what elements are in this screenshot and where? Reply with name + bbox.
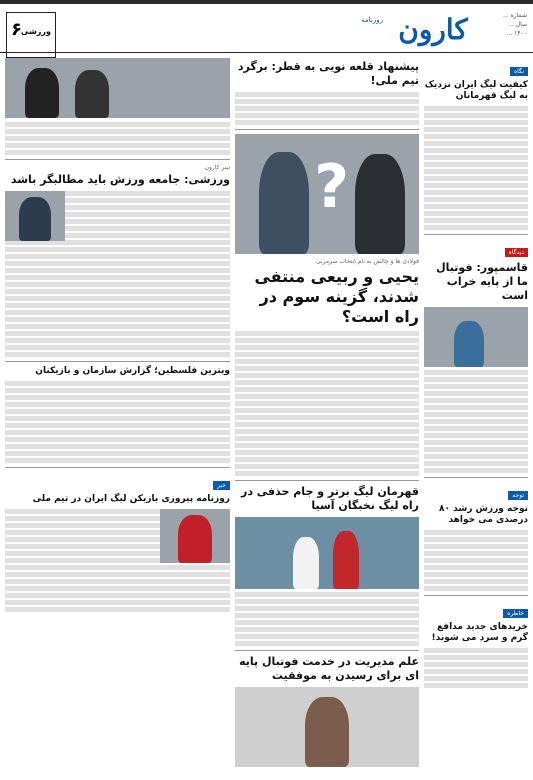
story-headline[interactable]: ورزشی: جامعه ورزش باید مطالبگر باشد xyxy=(10,173,230,186)
story-kicker: فولادی ها و چالش به نام انتخاب سرمربی xyxy=(315,258,419,265)
newspaper-logo-sub: روزنامه xyxy=(361,16,383,24)
left-column xyxy=(5,58,230,778)
story-body xyxy=(424,106,528,230)
story-body xyxy=(424,370,528,473)
player-photo xyxy=(160,509,230,563)
lead-headline[interactable]: یحیی و ربیعی منتفی شدند، گزینه سوم در راه است؟ xyxy=(254,267,419,326)
masthead xyxy=(0,6,533,50)
header-divider xyxy=(0,52,533,53)
middle-column xyxy=(235,58,419,778)
story-body xyxy=(424,648,528,688)
section-title: ورزشی xyxy=(20,27,51,36)
story-headline[interactable]: روزنامه پیروزی بازیکن لیگ ایران در تیم ملی xyxy=(32,494,230,504)
speaker-photo xyxy=(5,191,65,241)
stadium-photo xyxy=(424,307,528,367)
section-tag: نگاه xyxy=(510,67,528,76)
story-headline[interactable]: توجه ورزش رشد ۸۰ درصدی می خواهد xyxy=(439,504,528,525)
section-tag: دیدگاه xyxy=(505,248,528,257)
section-tag: خاطره xyxy=(503,609,528,618)
story-headline[interactable]: کیفیت لیگ ایران نزدیک به لیگ قهرمانان xyxy=(424,80,528,101)
story-body xyxy=(424,530,528,591)
issue-meta xyxy=(493,12,527,39)
section-tag: توجه xyxy=(508,491,528,500)
issue-line-2: سال ... xyxy=(508,21,527,28)
story-headline[interactable]: پیشنهاد قلعه نویی به قطر: برگرد تیم ملی! xyxy=(237,60,419,87)
coaches-top-photo xyxy=(5,58,230,118)
story-headline[interactable]: خریدهای جدید مدافع گرم و سرد می شوند! xyxy=(431,622,528,643)
issue-line-3: ۱۴۰۰ ... xyxy=(506,30,527,37)
issue-line-1: شماره ... xyxy=(503,12,527,19)
story-body xyxy=(235,592,419,646)
section-tag: خبر xyxy=(213,481,230,490)
story-headline[interactable]: علم مدیریت در خدمت فوتبال پایه ای برای رسیدن به موفقیت xyxy=(239,655,419,682)
story-headline[interactable]: قاسمپور: فوتبال ما از پایه خراب است xyxy=(436,261,528,302)
story-body xyxy=(235,92,419,125)
story-headline[interactable]: قهرمان لیگ برتر و جام حذفی در راه لیگ نخبگان آسیا xyxy=(241,485,419,512)
match-photo xyxy=(235,517,419,589)
column-label: تیتر کارون xyxy=(204,164,230,171)
coaches-photo xyxy=(235,134,419,254)
page-number: ۶ xyxy=(11,19,22,40)
top-bar xyxy=(0,0,533,4)
right-column xyxy=(424,58,528,778)
story-body xyxy=(5,381,230,463)
newspaper-logo: کارون xyxy=(398,13,468,46)
story-body xyxy=(5,122,230,155)
question-mark-icon: ? xyxy=(314,152,349,222)
story-headline[interactable]: ویترین فلسطین؛ گزارش سازمان و بازیکنان xyxy=(35,366,230,376)
story-body xyxy=(235,331,419,476)
portrait-photo xyxy=(235,687,419,767)
